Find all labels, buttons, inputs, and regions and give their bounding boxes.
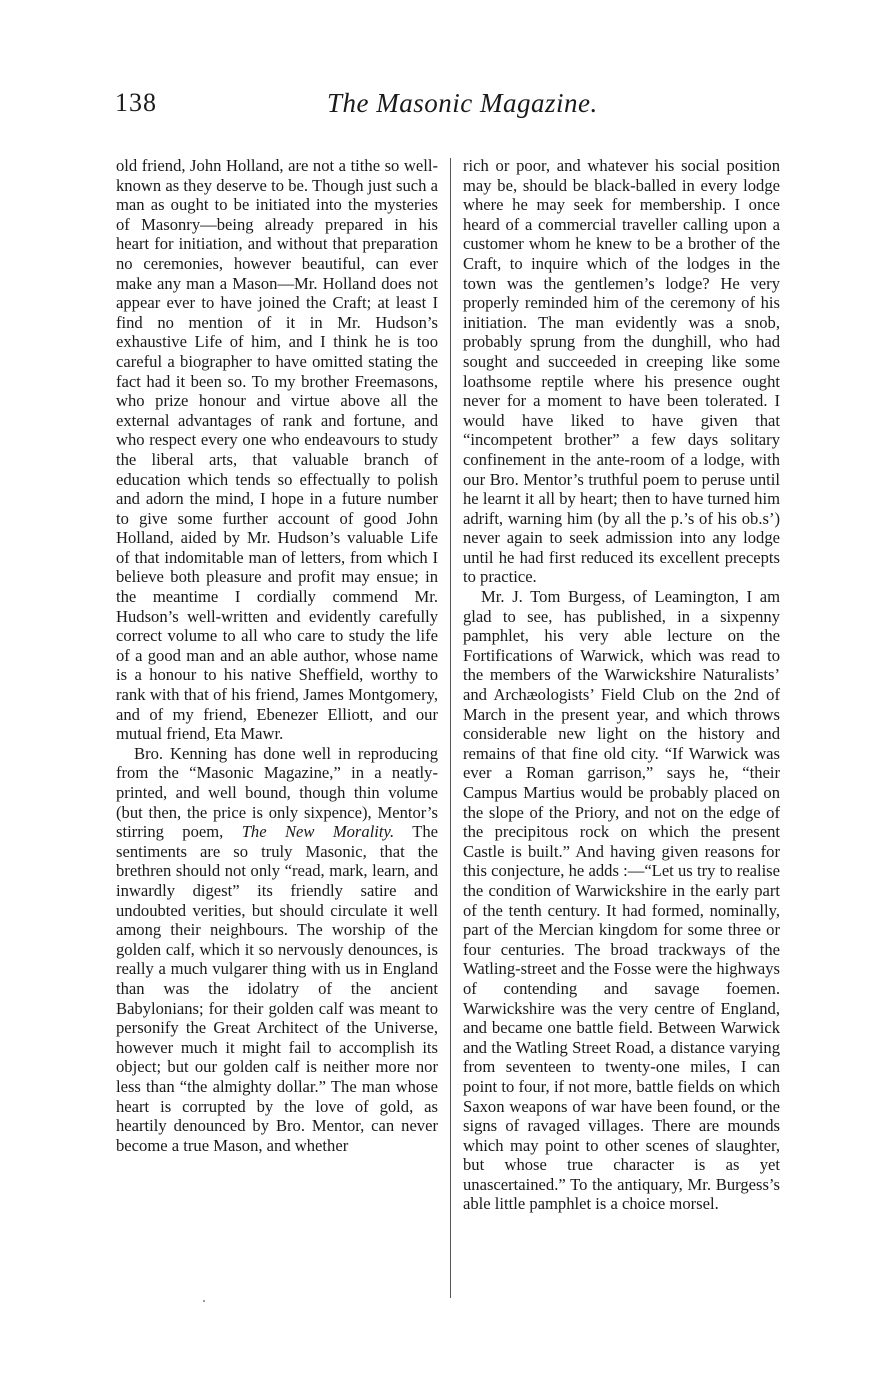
kenning-text-start: Bro. Kenning has done well in reproducing from the “Masonic Magazine,” in a neatly-printed, and well bound, though thin volume (but then, the price is only sixpence), Mentor’s stirring poem, [116,743,438,842]
column-divider [450,158,451,1298]
print-speck [203,1300,205,1302]
right-column [463,156,780,1214]
right-paragraph-continued: rich or poor, and whatever his social position may be, should be black-balled in every lodge where he may seek for membership. I once heard of a commercial traveller calling upon a customer whom he knew to be a brother of the Craft, to inquire which of the lodges in the town was the gentlemen’s lodge? He very properly reminded him of the ceremony of his initiation. The man evidently was a snob, probably sprung from the dunghill, who had sought and succeeded in creeping like some loathsome reptile where his presence ought never for a moment to have been tolerated. I would have liked to have given that “incompetent brother” a few days solitary confinement in the ante-room of a lodge, with our Bro. Mentor’s truthful poem to peruse until he learnt it all by heart; then to have turned him adrift, warning him (by all the p.’s of his ob.s’) never again to seek admission into any lodge until he had first reduced its excellent precepts to practice. [463,156,780,587]
left-paragraph-continued: old friend, John Holland, are not a tithe so well-known as they deserve to be. Though just such a man as ought to be initiated into the mysteries of Masonry—being already prepared in his heart for initiation, and without that preparation no ceremonies, however beautiful, can ever make any man a Mason—Mr. Holland does not appear ever to have joined the Craft; at least I find no mention of it in Mr. Hudson’s exhaustive Life of him, and I think he is too careful a biographer to have omitted stating the fact had it been so. To my brother Freemasons, who prize honour and virtue above all the external advantages of rank and fortune, and who respect every one who endeavours to study the liberal arts, that valuable branch of education which tends so effectually to polish and adorn the mind, I hope in a future number to give some further account of good John Holland, aided by Mr. Hudson’s valuable Life of that indomitable man of letters, from which I believe both pleasure and profit may ensue; in the meantime I cordially commend Mr. Hudson’s well-written and evidently carefully correct volume to all who care to study the life of a good man and an able author, whose name is a honour to his native Sheffield, worthy to rank with that of his friend, James Montgomery, and of my friend, Ebenezer Elliott, and our mutual friend, Eta Mawr. [116,156,438,744]
poem-title: The New Morality. [241,822,395,842]
left-column [116,156,438,1155]
page-number: 138 [115,88,157,117]
right-paragraph-burgess: Mr. J. Tom Burgess, of Leamington, I am glad to see, has published, in a sixpenny pamphlet, his very able lecture on the Fortifications of Warwick, which was read to the members of the Warwickshire Naturalists’ and Archæologists’ Field Club on the 2nd of March in the present year, and which throws considerable new light on the history and remains of that fine old city. “If Warwick was ever a Roman garrison,” says he, “their Campus Martius would be probably placed on the slope of the Priory, and not on the edge of the precipitous rock on which the present Castle is built.” And having given reasons for this conjecture, he adds :—“Let us try to realise the condition of Warwickshire in the early part of the tenth century. It had formed, nominally, part of the Mercian kingdom for some three or four centuries. The broad trackways of the Watling-street and the Fosse were the highways of contending and savage foemen. Warwickshire was the very centre of England, and became one battle field. Between Warwick and the Watling Street Road, a distance varying from seventeen to twenty-one miles, I can point to four, if not more, battle fields on which Saxon weapons of war have been found, or the signs of ravaged villages. There are mounds which may point to other scenes of slaughter, but whose true character is as yet unascertained.” To the antiquary, Mr. Burgess’s able little pamphlet is a choice morsel. [463,587,780,1214]
running-title: The Masonic Magazine. [327,88,598,118]
kenning-text-end: The sentiments are so truly Masonic, that the brethren should not only “read, mark, learn, and inwardly digest” its friendly satire and undoubted verities, but should circulate it well among their neighbours. The worship of the golden calf, which it so nervously denounces, is really a much vulgarer thing with us in England than was the idolatry of the ancient Babylonians; for their golden calf was meant to personify the Great Architect of the Universe, however much it might fail to accomplish its object; but our golden calf is neither more nor less than “the almighty dollar.” The man whose heart is corrupted by the love of gold, as heartily denounced by Bro. Mentor, can never become a true Mason, and whether [116,822,438,1155]
left-paragraph-kenning [116,744,438,1155]
page-header [115,88,775,128]
